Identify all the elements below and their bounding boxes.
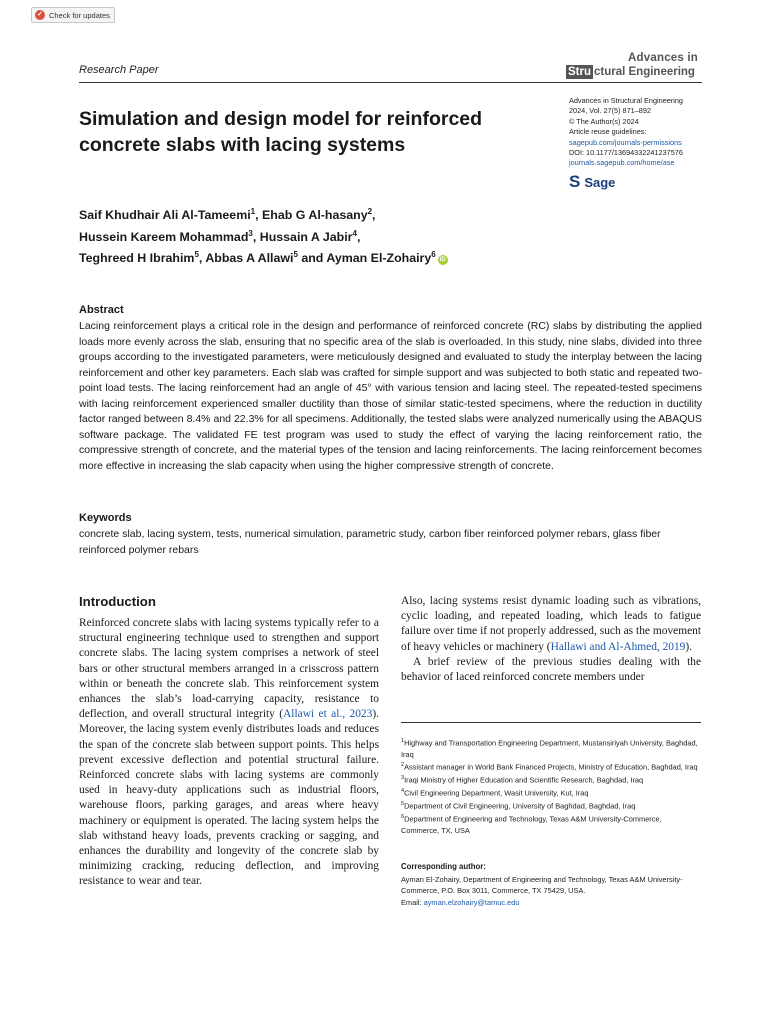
journal-logo-line1: Advances in (628, 52, 698, 64)
article-type: Research Paper (79, 64, 159, 76)
journal-meta (569, 96, 709, 169)
affiliation-text: Highway and Transportation Engineering Department, Mustansiriyah University, Baghdad, Iraq (401, 738, 698, 759)
meta-volume: 2024, Vol. 27(5) 871–892 (569, 106, 651, 116)
meta-copyright: © The Author(s) 2024 (569, 116, 639, 126)
publisher-name: Sage (584, 174, 616, 190)
affiliation-marker: 3 (248, 228, 253, 238)
author-name: Abbas A Allawi (205, 251, 294, 266)
affiliation-marker: 5 (293, 250, 298, 260)
sage-s-icon: S (569, 172, 581, 191)
author-name: Teghreed H Ibrahim (79, 251, 195, 266)
email-link[interactable]: ayman.elzohairy@tamuc.edu (423, 897, 520, 907)
email-label: Email: (401, 897, 422, 907)
affiliation-marker: 2 (367, 207, 373, 216)
paragraph-text: Also, lacing systems resist dynamic loading such as vibrations, cyclic loading, and repeated loading, which leads to fatigue failure over time if not properly addressed, such as the movement of heavy vehicles or machinery ( (401, 595, 701, 653)
affiliation-text: Civil Engineering Department, Wasit University, Kut, Iraq (404, 788, 589, 798)
meta-doi[interactable]: DOI: 10.1177/13694332241237576 (569, 148, 683, 158)
citation-link[interactable]: Hallawi and Al-Ahmed, 2019 (550, 640, 686, 653)
journal-logo-box: Stru (568, 66, 591, 78)
author-name: Saif Khudhair Ali Al-Tameemi (79, 208, 251, 223)
corresponding-author-details (401, 874, 701, 908)
author-name: Hussain A Jabir (259, 229, 353, 244)
journal-logo-rest: ctural Engineering (594, 66, 695, 78)
affiliation-item: $^5$Department of Civil Engineering, University of Baghdad, Baghdad, Iraq (401, 800, 636, 811)
affiliation-item: $^3$Iraqi Ministry of Higher Education and Scientific Research, Baghdad, Iraq (401, 775, 644, 785)
corresponding-author-text: Ayman El-Zohairy, Department of Engineering and Technology, Texas A&M University-Commerce, P.O. Box 3011, Commerce, TX 75429, USA. (401, 875, 683, 896)
author-name: Ayman El-Zohairy (326, 251, 432, 266)
affiliation-text: Iraqi Ministry of Higher Education and Scientific Research, Baghdad, Iraq (404, 775, 644, 785)
publisher-logo (569, 173, 615, 191)
abstract-heading: Abstract (79, 304, 124, 316)
author-name: Ehab G Al-hasany (262, 208, 368, 223)
update-icon: ✓ (35, 10, 45, 20)
footnote-rule (401, 722, 701, 723)
affiliation-marker: 1 (250, 207, 256, 216)
paragraph-text: Reinforced concrete slabs with lacing systems typically refer to a structural engineering technique used to strengthen and support concrete slabs. The lacing system comprises a network of steel bars or other structural members arranged in a crisscross pattern within or beneath the concrete slab. This reinforcement system enhances the slab’s load-carrying capacity, resistance to deflection, and overall structural integrity ( (79, 617, 379, 721)
affiliation-item: $^6$Department of Engineering and Technology, Texas A&M University-Commerce, Commerce, TX, USA (401, 813, 662, 835)
body-paragraph: A brief review of the previous studies dealing with the behavior of laced reinforced concrete members under (401, 655, 701, 684)
body-column-left (79, 616, 379, 890)
journal-home-link[interactable]: journals.sagepub.com/home/ase (569, 158, 675, 168)
affiliation-text: Department of Engineering and Technology, Texas A&M University-Commerce, Commerce, TX, USA (401, 814, 662, 835)
email-line (401, 897, 701, 908)
affiliations (401, 736, 701, 836)
check-for-updates-label: Check for updates (49, 10, 110, 20)
affiliation-item: $^4$Civil Engineering Department, Wasit University, Kut, Iraq (401, 788, 589, 798)
affiliation-marker: 5 (194, 250, 199, 260)
paragraph-text: ). (685, 640, 693, 653)
keywords-heading: Keywords (79, 512, 132, 524)
body-paragraph (401, 594, 701, 655)
affiliation-marker: 6 (431, 250, 436, 260)
affiliation-item: $^2$Assistant manager in World Bank Financed Projects, Ministry of Education, Baghdad, Iraq (401, 762, 698, 772)
meta-journal: Advances in Structural Engineering (569, 96, 683, 105)
affiliation-item: $^1$Highway and Transportation Engineering Department, Mustansiriyah University, Baghdad, Iraq (401, 738, 698, 759)
header-rule (79, 82, 702, 83)
introduction-heading: Introduction (79, 594, 156, 609)
check-for-updates-badge[interactable] (31, 7, 115, 23)
author-name: Hussein Kareem Mohammad (79, 229, 249, 244)
affiliation-text: Assistant manager in World Bank Financed Projects, Ministry of Education, Baghdad, Iraq (404, 762, 698, 772)
orcid-icon[interactable]: iD (439, 257, 446, 264)
journal-logo (566, 52, 702, 79)
corresponding-author-heading: Corresponding author: (401, 862, 486, 871)
keywords-text: concrete slab, lacing system, tests, numerical simulation, parametric study, carbon fiber reinforced polymer rebars, glass fiber reinforced polymer rebars (79, 528, 661, 556)
article-title: Simulation and design model for reinforced concrete slabs with lacing systems (79, 108, 483, 156)
body-column-right (401, 594, 701, 685)
affiliation-marker: 4 (352, 228, 357, 238)
meta-reuse-label: Article reuse guidelines: (569, 127, 647, 137)
abstract-text: Lacing reinforcement plays a critical role in the design and performance of reinforced concrete (RC) slabs by distributing the applied loads more evenly across the slab, ensuring that no specific area of the slab is overloaded. In this study, nine slabs, divided into three groups according to the investigated parameters, were meticulously designed and evaluated to study the interplay between the lacing reinforcement and other key parameters. Each slab was crafted for simple support and was subjected to both static and repeated two-point load tests. The lacing reinforcement had an angle of 45° with various tension and lacing steel. The repeated-tested specimens with lacing reinforcement experienced smaller ductility than those of similar static-tested specimens, where the reduction in ductility factor ranged between 8.4% and 22.3% for all specimens. Additionally, the tested slabs were analyzed numerically using the ABAQUS software package. The validated FE test program was used to study the effect of varying the lacing reinforcement ratio, the compressive strength of concrete, and the material types of the tension and lacing reinforcements. The lacing reinforcement becomes more effective in increasing the slab capacity when using the higher compressive strength of concrete. (79, 320, 702, 472)
reuse-link[interactable]: sagepub.com/journals-permissions (569, 137, 682, 147)
citation-link[interactable]: Allawi et al., 2023 (283, 708, 373, 721)
paragraph-text: ). Moreover, the lacing system evenly distributes loads and reduces the span of the concrete slab between support points. This helps prevent excessive deflection and potential structural failure. Reinforced concrete slabs with lacing systems are commonly used in heavy-duty applications such as industrial floors, warehouse floors, parking garages, and areas where heavy machinery or equipment is operated. The lacing system helps the slab withstand heavy loads, prevents cracking or sagging, and enhances the durability and longevity of the concrete slab by minimizing cracking, reducing deflection, and improving resistance to wear and tear. (79, 708, 379, 888)
body-paragraph (79, 616, 379, 890)
author-list: Saif Khudhair Ali Al-Tameemi$^1$, Ehab G Al-hasany$^2$, Hussein Kareem Mohammad$^3$, Hussain A Jabir$^4$, Teghreed H Ibrahim$^5$, Abbas A Allawi$^5$ and Ayman El-Zohairy$^6$iD (79, 207, 446, 266)
affiliation-text: Department of Civil Engineering, University of Baghdad, Baghdad, Iraq (404, 801, 636, 811)
